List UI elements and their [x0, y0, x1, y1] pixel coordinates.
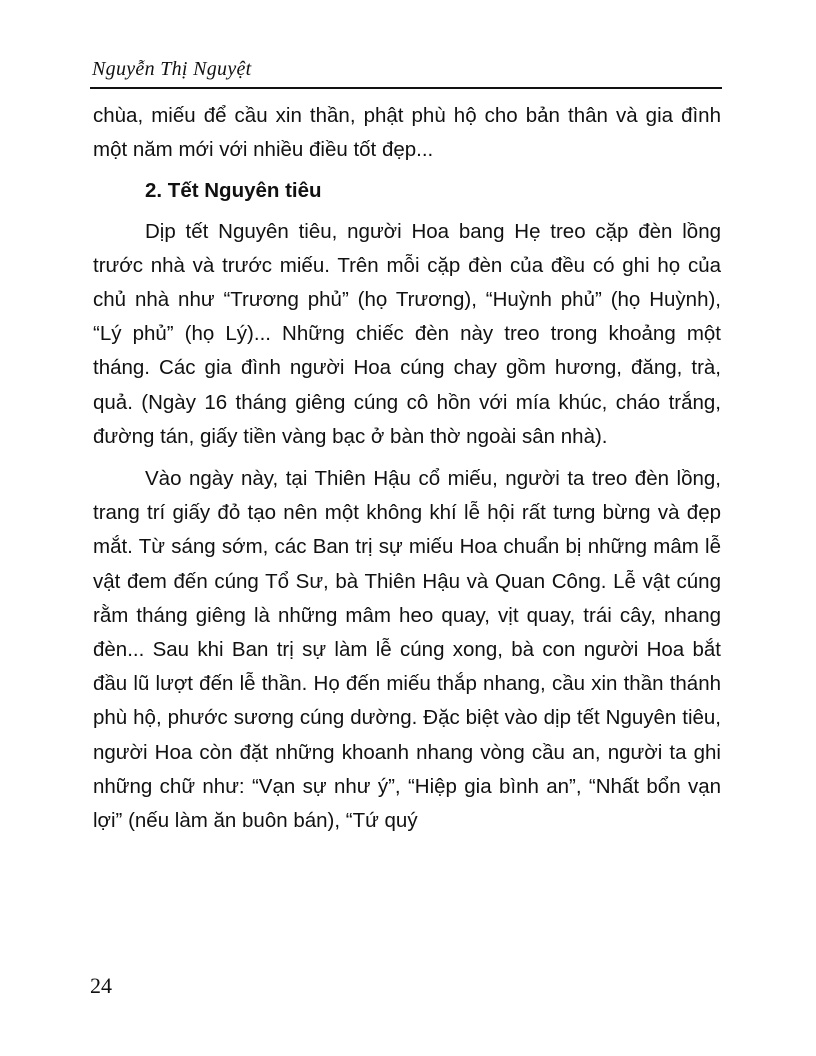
continued-paragraph: chùa, miếu để cầu xin thần, phật phù hộ cho bản thân và gia đình một năm mới với nhiều điều tốt đẹp... [93, 104, 721, 162]
header-rule [90, 87, 722, 89]
paragraph-lantern-festival: Dịp tết Nguyên tiêu, người Hoa bang Hẹ treo cặp đèn lồng trước nhà và trước miếu. Trên mỗi cặp đèn của đều có ghi họ của chủ nhà như “Trương phủ” (họ Trương), “Huỳnh phủ” (họ Huỳnh), “Lý phủ” (họ Lý)... Những chiếc đèn này treo trong khoảng một tháng. Các gia đình người Hoa cúng chay gồm hương, đăng, trà, quả. (Ngày 16 tháng giêng cúng cô hồn với mía khúc, cháo trắng, đường tán, giấy tiền vàng bạc ở bàn thờ ngoài sân nhà). [93, 219, 721, 448]
page-body [93, 99, 721, 838]
section-heading: 2. Tết Nguyên tiêu [145, 179, 322, 203]
paragraph-temple-rituals: Vào ngày này, tại Thiên Hậu cổ miếu, người ta treo đèn lồng, trang trí giấy đỏ tạo nên một không khí lễ hội rất tưng bừng và đẹp mắt. Từ sáng sớm, các Ban trị sự miếu Hoa chuẩn bị những mâm lễ vật đem đến cúng Tổ Sư, bà Thiên Hậu và Quan Công. Lễ vật cúng rằm tháng giêng là những mâm heo quay, vịt quay, trái cây, nhang đèn... Sau khi Ban trị sự làm lễ cúng xong, bà con người Hoa bắt đầu lũ lượt đến lễ thần. Họ đến miếu thắp nhang, cầu xin thần thánh phù hộ, phước sương cúng dường. Đặc biệt vào dịp tết Nguyên tiêu, người Hoa còn đặt những khoanh nhang vòng cầu an, người ta ghi những chữ như: “Vạn sự như ý”, “Hiệp gia bình an”, “Nhất bổn vạn lợi” (nếu làm ăn buôn bán), “Tứ quý [93, 467, 721, 833]
page-number: 24 [90, 973, 112, 998]
running-header-title: Nguyễn Thị Nguyệt [92, 58, 252, 80]
